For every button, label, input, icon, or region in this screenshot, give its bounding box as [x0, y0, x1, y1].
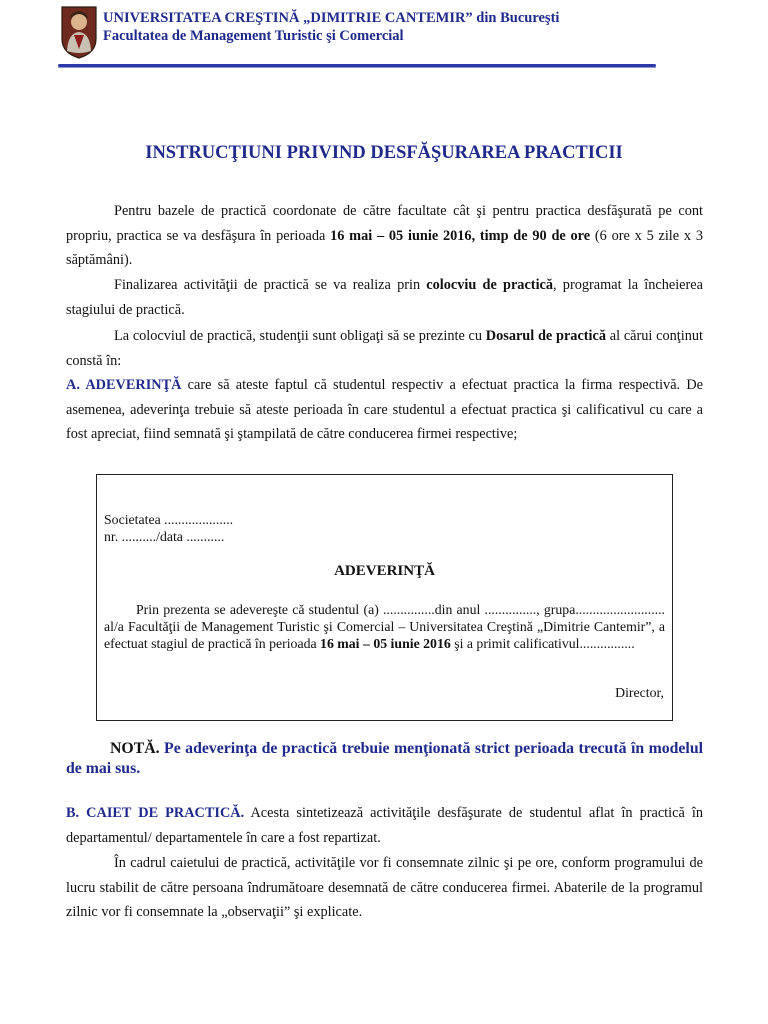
paragraph-dossier: La colocviul de practică, studenţii sunt obligaţi să se prezinte cu Dosarul de practică al cărui conţinut constă în: — [66, 328, 703, 369]
company-line: Societatea .................... — [104, 512, 234, 527]
paragraph-colloquium: Finalizarea activităţii de practică se va realiza prin colocviu de practică, programat la încheierea stagiului de practică. — [66, 277, 703, 318]
certificate-heading: ADEVERINŢĂ — [334, 563, 435, 579]
number-date-line: nr. ........../data ........... — [104, 529, 225, 544]
page-title: INSTRUCŢIUNI PRIVIND DESFĂŞURAREA PRACTICII — [145, 143, 623, 163]
certificate-template-box — [96, 474, 673, 721]
faculty-name: Facultatea de Management Turistic şi Comercial — [103, 28, 404, 44]
note-label: NOTĂ. — [110, 740, 160, 757]
note-paragraph: NOTĂ. Pe adeverinţa de practică trebuie menţionată strict perioada trecută în modelul de mai sus. — [66, 740, 703, 777]
director-signature: Director, — [615, 685, 664, 700]
paragraph-notebook-details: În cadrul caietului de practică, activităţile vor fi consemnate zilnic şi pe ore, conform programului de lucru stabilit de către persoana îndrumătoare desemnată de către conducerea firmei. Abaterile de la programul zilnic vor fi consemnate la „observaţii” şi explicate. — [66, 855, 703, 920]
paragraph-practice-notebook: B. CAIET DE PRACTICĂ. Acesta sintetizează activităţile desfăşurate de studentul aflat în practică în departamentul/ departamentele în care a fost repartizat. — [66, 805, 703, 846]
section-a-label: A. ADEVERINŢĂ — [66, 377, 182, 393]
university-name: UNIVERSITATEA CREŞTINĂ „DIMITRIE CANTEMIR” din Bucureşti — [103, 10, 560, 26]
header-divider-thin — [58, 67, 656, 68]
university-crest-icon — [60, 5, 98, 59]
paragraph-period: Pentru bazele de practică coordonate de către facultate cât şi pentru practica desfăşurată pe cont propriu, practica se va desfăşura în perioada 16 mai – 05 iunie 2016, timp de 90 de ore (6 ore x 5 zile x 3 săptămâni). — [66, 203, 703, 268]
section-b-label: B. CAIET DE PRACTICĂ. — [66, 805, 245, 821]
certificate-body: Prin prezenta se adevereşte că studentul (a) ...............din anul ..............., grupa.......................... al/a Facultăţii de Management Turistic şi Comercial – Universitatea Creştină „Dimitrie Cantemir”, a efectuat stagiul de practică în perioada 16 mai – 05 iunie 2016 şi a primit calificativul................ — [104, 602, 665, 651]
paragraph-certificate: A. ADEVERINŢĂ care să ateste faptul că studentul respectiv a efectuat practica la firma respectivă. De asemenea, adeverinţa trebuie să ateste perioada în care studentul a efectuat practica şi calificativul cu care a fost apreciat, fiind semnată şi ştampilată de către conducerea firmei respective; — [66, 377, 703, 442]
